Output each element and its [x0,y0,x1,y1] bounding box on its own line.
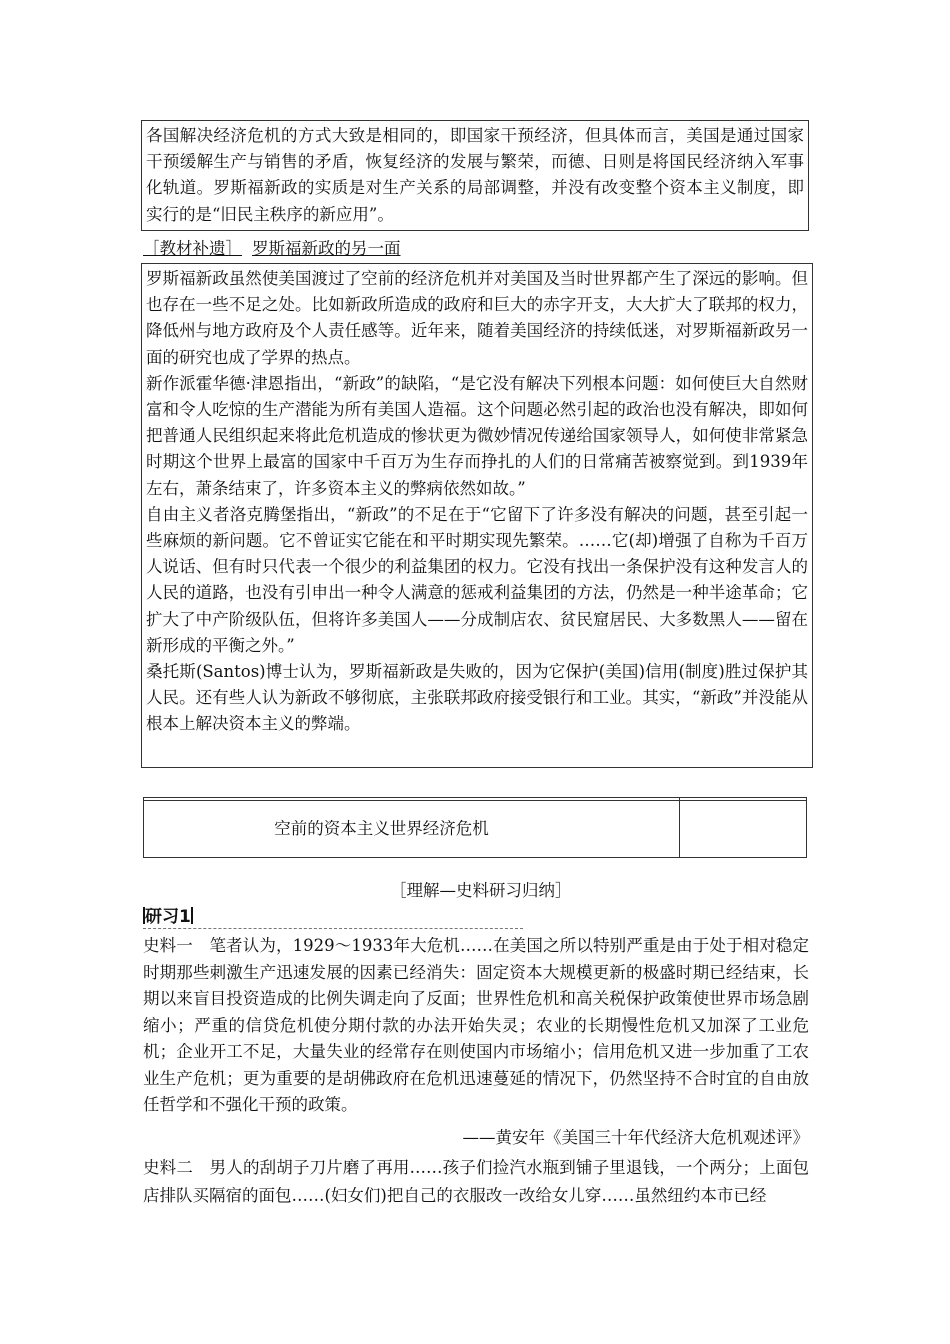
summary-table-title: 空前的资本主义世界经济危机 [274,818,489,838]
section-heading: ［理解—史料研习归纳］ [390,881,572,900]
summary-table-cell [144,800,680,858]
supplement-bracket: ［教材补遗］ [143,239,242,258]
summary-text: 各国解决经济危机的方式大致是相同的，即国家干预经济，但具体而言，美国是通过国家干预缓解生产与销售的矛盾，恢复经济的发展与繁荣，而德、日则是将国民经济纳入军事化轨道。罗斯福新政的实质是对生产关系的局部调整，并没有改变整个资本主义制度，即实行的是“旧民主秩序的新应用”。 [146,126,804,224]
supplement-paragraph-1: 罗斯福新政虽然使美国渡过了空前的经济危机并对美国及当时世界都产生了深远的影响。但也存在一些不足之处。比如新政所造成的政府和巨大的赤字开支，大大扩大了联邦的权力，降低州与地方政府及个人责任感等。近年来，随着美国经济的持续低迷，对罗斯福新政另一面的研究也成了学界的热点。 [146,269,808,367]
supplement-title: 罗斯福新政的另一面 [252,239,401,258]
source-citation-1: ——黄安年《美国三十年代经济大危机观述评》 [462,1128,809,1147]
summary-table-cell [680,800,807,858]
source-material-2: 史料二 男人的刮胡子刀片磨了再用……孩子们捡汽水瓶到铺子里退钱，一个两分；上面包店排队买隔宿的面包……(妇女们)把自己的衣服改一改给女儿穿……虽然纽约本市已经 [143,1158,809,1205]
source-material-1: 史料一 笔者认为，1929～1933年大危机……在美国之所以特别严重是由于处于相对稳定时期那些刺激生产迅速发展的因素已经消失：固定资本大规模更新的极盛时期已经结束，长期以来盲目投资造成的比例失调走向了反面；世界性危机和高关税保护政策使世界市场急剧缩小；严重的信贷危机使分期付款的办法开始失灵；农业的长期慢性危机又加深了工业危机；企业开工不足，大量失业的经常存在则使国内市场缩小；信用危机又进一步加重了工农业生产危机；更为重要的是胡佛政府在危机迅速蔓延的情况下，仍然坚持不合时宜的自由放任哲学和不强化干预的政策。 [143,936,809,1114]
supplement-box [141,263,813,768]
research-tag [143,906,193,928]
supplement-label [143,236,401,262]
dashed-divider [143,928,523,929]
supplement-paragraph-2: 新作派霍华德·津恩指出，“新政”的缺陷，“是它没有解决下列根本问题：如何使巨大自然财富和令人吃惊的生产潜能为所有美国人造福。这个问题必然引起的政治也没有解决，即如何把普通人民组织起来将此危机造成的惨状更为微妙情况传递给国家领导人，如何使非常紧急时期这个世界上最富的国家中千百万为生存而挣扎的人们的日常痛苦被察觉到。到1939年左右，萧条结束了，许多资本主义的弊病依然如故。” [146,373,808,498]
supplement-paragraph-4: 桑托斯(Santos)博士认为，罗斯福新政是失败的，因为它保护(美国)信用(制度)胜过保护其人民。还有些人认为新政不够彻底，主张联邦政府接受银行和工业。其实，“新政”并没能从根本上解决资本主义的弊端。 [146,662,808,734]
summary-table [143,797,807,858]
summary-table-row-2 [144,800,807,858]
supplement-paragraph-3: 自由主义者洛克腾堡指出，“新政”的不足在于“它留下了许多没有解决的问题，甚至引起一些麻烦的新问题。它不曾证实它能在和平时期实现先繁荣。……它(却)增强了自称为千百万人说话、但有时只代表一个很少的利益集团的权力。它没有找出一条保护没有这种发言人的人民的道路，也没有引申出一种令人满意的惩戒利益集团的方法，仍然是一种半途革命；它扩大了中产阶级队伍，但将许多美国人——分成制店农、贫民窟居民、大多数黑人——留在新形成的平衡之外。” [146,504,808,655]
research-tag-label: 研习1 [145,907,191,927]
summary-box [141,120,809,231]
tag-bar-right [191,907,193,924]
